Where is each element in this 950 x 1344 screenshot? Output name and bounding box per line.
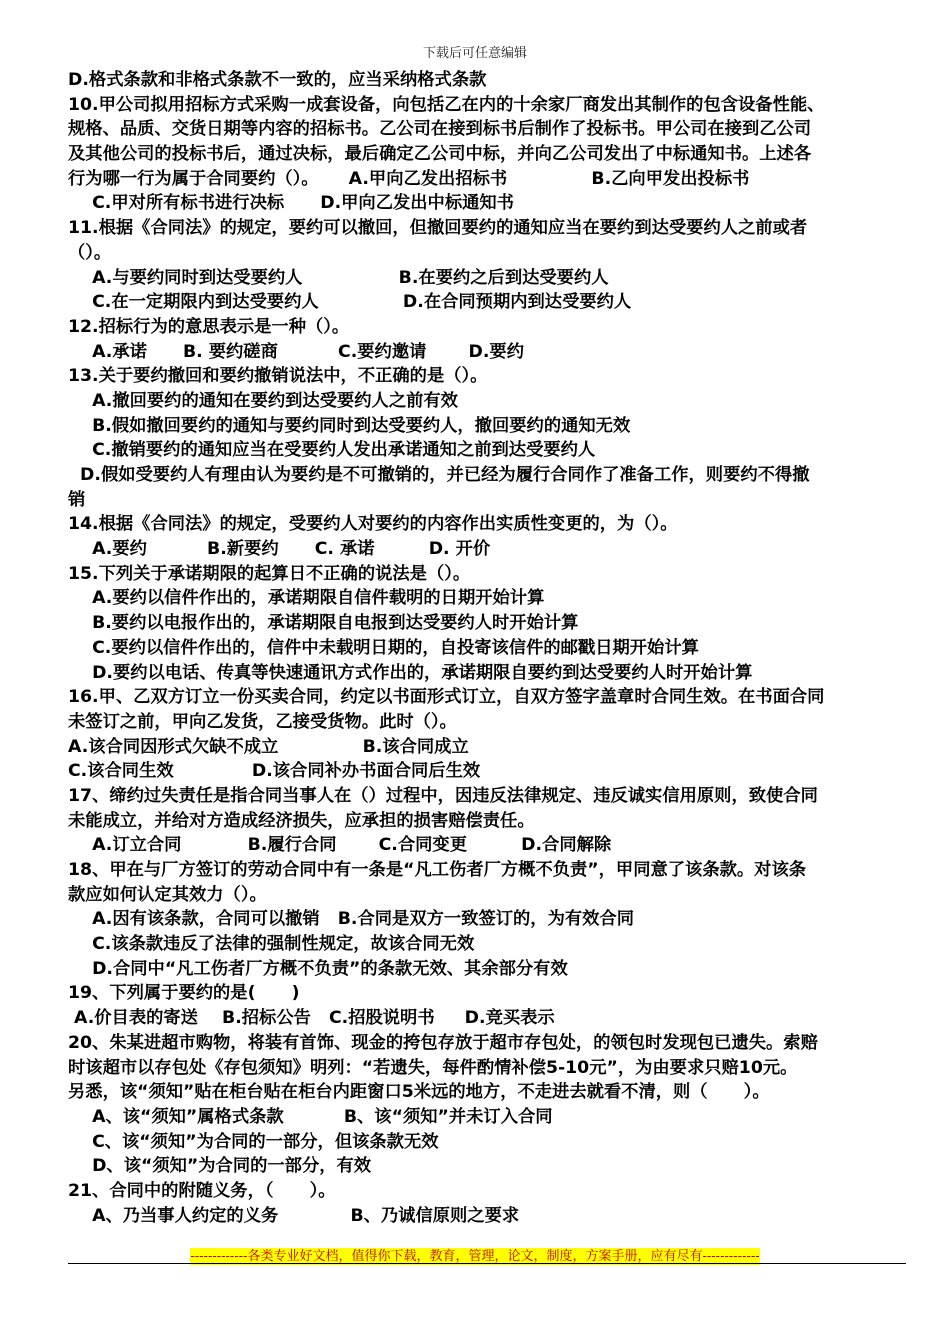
document-body [68, 68, 898, 1228]
footer-divider [68, 1263, 906, 1264]
text-line: A.与要约同时到达受要约人 B.在要约之后到达受要约人 [68, 267, 609, 288]
text-line: D、该“须知”为合同的一部分，有效 [68, 1156, 372, 1177]
text-line: 时该超市以存包处《存包须知》明列：“若遗失，每件酌情补偿5-10元”，为由要求只赔10元。 [68, 1057, 798, 1078]
text-line: 21、合同中的附随义务，（ ）。 [68, 1180, 336, 1201]
text-line: （）。 [68, 242, 112, 263]
text-line: A.价目表的寄送 B.招标公告 C.招股说明书 D.竞买表示 [68, 1008, 555, 1029]
text-line: C.甲对所有标书进行决标 D.甲向乙发出中标通知书 [68, 193, 514, 214]
text-line: 行为哪一行为属于合同要约（）。 A.甲向乙发出招标书 B.乙向甲发出投标书 [68, 168, 750, 189]
text-line: 18、甲在与厂方签订的劳动合同中有一条是“凡工伤者厂方概不负责”，甲同意了该条款。对该条 [68, 860, 807, 880]
text-line: C.要约以信件作出的，信件中未载明日期的，自投寄该信件的邮戳日期开始计算 [68, 637, 699, 658]
text-line: 销 [68, 489, 86, 510]
text-line: A.要约 B.新要约 C. 承诺 D. 开价 [68, 539, 491, 560]
text-line: D.合同中“凡工伤者厂方概不负责”的条款无效、其余部分有效 [68, 958, 568, 979]
text-line: 20、朱某进超市购物，将装有首饰、现金的挎包存放于超市存包处，的领包时发现包已遗失。索赔 [68, 1032, 818, 1053]
text-line: D.假如受要约人有理由认为要约是不可撤销的，并已经为履行合同作了准备工作，则要约不得撤 [68, 465, 810, 485]
text-line: 未能成立，并给对方造成经济损失，应承担的损害赔偿责任。 [68, 810, 535, 831]
text-line: 10.甲公司拟用招标方式采购一成套设备，向包括乙在内的十余家厂商发出其制作的包含设备性能、 [68, 94, 825, 115]
text-line: A、该“须知”属格式条款 B、该“须知”并未订入合同 [68, 1106, 553, 1127]
text-line: A.撤回要约的通知在要约到达受要约人之前有效 [68, 390, 458, 411]
text-line: 12.招标行为的意思表示是一种（）。 [68, 316, 350, 337]
text-line: 14.根据《合同法》的规定，受要约人对要约的内容作出实质性变更的，为（）。 [68, 514, 678, 535]
footer-banner-text: -------------各类专业好文档，值得你下载，教育，管理，论文，制度，方案手册，应有尽有------------- [190, 1249, 760, 1264]
text-line: 未签订之前，甲向乙发货，乙接受货物。此时（）。 [68, 711, 457, 732]
text-line: B.假如撤回要约的通知与要约同时到达受要约人，撤回要约的通知无效 [68, 415, 631, 436]
text-line: 另悉，该“须知”贴在柜台贴在柜台内距窗口5米远的地方，不走进去就看不清，则（ ）。 [68, 1082, 770, 1103]
text-line: B.要约以电报作出的，承诺期限自电报到达受要约人时开始计算 [68, 613, 579, 634]
text-line: 11.根据《合同法》的规定，要约可以撤回，但撤回要约的通知应当在要约到达受要约人之前或者 [68, 218, 808, 239]
text-line: A.承诺 B. 要约磋商 C.要约邀请 D.要约 [68, 341, 524, 362]
text-line: A.订立合同 B.履行合同 C.合同变更 D.合同解除 [68, 835, 612, 856]
text-line: C.该条款违反了法律的强制性规定，故该合同无效 [68, 934, 475, 955]
text-line: A.该合同因形式欠缺不成立 B.该合同成立 [68, 736, 469, 757]
text-line: 17、缔约过失责任是指合同当事人在（）过程中，因违反法律规定、违反诚实信用原则，致使合同 [68, 785, 818, 806]
text-line: D.格式条款和非格式条款不一致的，应当采纳格式条款 [68, 70, 487, 90]
text-line: 13.关于要约撤回和要约撤销说法中，不正确的是（）。 [68, 366, 488, 387]
footer-banner [0, 1245, 950, 1264]
text-line: 15.下列关于承诺期限的起算日不正确的说法是（）。 [68, 563, 471, 584]
text-line: 19、下列属于要约的是( ) [68, 983, 300, 1004]
text-line: A.因有该条款，合同可以撤销 B.合同是双方一致签订的，为有效合同 [68, 909, 634, 930]
text-line: 及其他公司的投标书后，通过决标，最后确定乙公司中标，并向乙公司发出了中标通知书。上述各 [68, 144, 812, 165]
text-line: 16.甲、乙双方订立一份买卖合同，约定以书面形式订立，自双方签字盖章时合同生效。在书面合同 [68, 687, 825, 708]
text-line: C.在一定期限内到达受要约人 D.在合同预期内到达受要约人 [68, 292, 632, 313]
text-line: 款应如何认定其效力（）。 [68, 884, 267, 905]
text-line: A.要约以信件作出的，承诺期限自信件载明的日期开始计算 [68, 588, 545, 609]
text-line: 规格、品质、交货日期等内容的招标书。乙公司在接到标书后制作了投标书。甲公司在接到乙公司 [68, 119, 812, 140]
text-line: C.撤销要约的通知应当在受要约人发出承诺通知之前到达受要约人 [68, 440, 596, 461]
text-line: A、乃当事人约定的义务 B、乃诚信原则之要求 [68, 1205, 520, 1226]
page-header: 下载后可任意编辑 [422, 46, 527, 61]
text-line: C.该合同生效 D.该合同补办书面合同后生效 [68, 761, 481, 782]
text-line: C、该“须知”为合同的一部分，但该条款无效 [68, 1131, 439, 1152]
text-line: D.要约以电话、传真等快速通讯方式作出的，承诺期限自要约到达受要约人时开始计算 [68, 662, 753, 683]
